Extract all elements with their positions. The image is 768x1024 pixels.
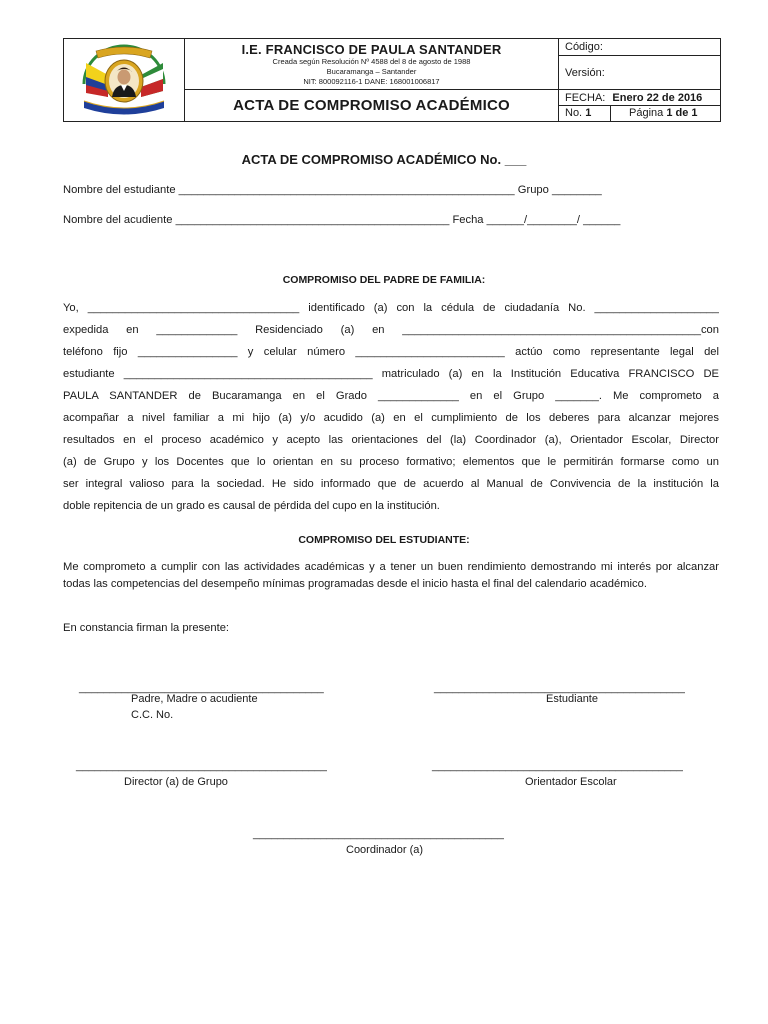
pagina-cell bbox=[611, 106, 720, 121]
no-cell bbox=[559, 106, 611, 121]
school-nit-dane: NIT: 800092116-1 DANE: 168001006817 bbox=[303, 77, 440, 86]
school-resolution: Creada según Resolución Nº 4588 del 8 de agosto de 1988 bbox=[272, 57, 471, 66]
student-name-field[interactable]: Nombre del estudiante ______________________________________________________ Grupo ________ bbox=[63, 184, 602, 196]
version-cell bbox=[559, 56, 720, 90]
school-name: I.E. FRANCISCO DE PAULA SANTANDER bbox=[241, 42, 502, 57]
guardian-name-field[interactable]: Nombre del acudiente ____________________________________________ Fecha ______/________/ ______ bbox=[63, 214, 621, 226]
parent-line: acompañar a nivel familiar a mi hijo (a) y/o acudido (a) en el cumplimiento de los deberes para alcanzar mejores bbox=[63, 412, 719, 424]
parent-signature-label: Padre, Madre o acudiente bbox=[131, 693, 258, 705]
parent-section-heading: COMPROMISO DEL PADRE DE FAMILIA: bbox=[282, 274, 486, 286]
no-label: No. bbox=[565, 107, 583, 119]
parent-line: ser integral valioso para la sociedad. He sido informado que de acuerdo al Manual de Convivencia de la institución la bbox=[63, 478, 719, 490]
director-signature-line[interactable]: _________________________________________ bbox=[76, 760, 327, 772]
codigo-label: Código: bbox=[565, 41, 603, 53]
school-crest-logo bbox=[64, 39, 185, 121]
parent-line: resultados en el proceso académico y acepto las orientaciones del (la) Coordinador (a), Orientador Escolar, Director bbox=[63, 434, 719, 446]
fecha-value: Enero 22 de 2016 bbox=[612, 92, 703, 104]
pagina-label: Página bbox=[629, 107, 664, 119]
pagina-row bbox=[611, 106, 720, 121]
no-row bbox=[559, 106, 610, 121]
parent-cc-label: C.C. No. bbox=[131, 709, 174, 721]
orientador-signature-label: Orientador Escolar bbox=[525, 776, 617, 788]
parent-line: estudiante ________________________________________ matriculado (a) en la Institución Educativa FRANCISCO DE bbox=[63, 368, 719, 380]
parent-line: expedida en _____________ Residenciado (a) en ________________________________________________con bbox=[63, 324, 719, 336]
parent-line: (a) de Grupo y los Docentes que lo orientan en su proceso formativo; elementos que le permitirán formarse como un bbox=[63, 456, 719, 468]
fecha-row bbox=[559, 90, 720, 106]
parent-commitment-paragraph bbox=[63, 297, 719, 517]
coordinador-signature-label: Coordinador (a) bbox=[346, 844, 424, 856]
student-commitment-paragraph: Me comprometo a cumplir con las actividades académicas y a tener un buen rendimiento demostrando mi interés por alcanzar todas las competencias del desempeño mínimas programadas desde el inicio hasta el final del calendario académico. bbox=[63, 561, 719, 590]
document-header bbox=[63, 38, 721, 122]
parent-signature-line[interactable]: ________________________________________ bbox=[79, 682, 324, 694]
fecha-cell bbox=[559, 90, 720, 106]
student-section-heading: COMPROMISO DEL ESTUDIANTE: bbox=[298, 534, 470, 546]
pagina-value: 1 de 1 bbox=[666, 107, 698, 119]
codigo-cell bbox=[559, 39, 720, 56]
orientador-signature-line[interactable]: _________________________________________ bbox=[432, 760, 683, 772]
parent-line: doble repitencia de un grado es causal de pérdida del cupo en la institución. bbox=[63, 500, 440, 512]
student-signature-label: Estudiante bbox=[546, 693, 598, 705]
logo-cell bbox=[64, 39, 185, 121]
parent-line: teléfono fijo ________________ y celular número ________________________ actúo como representante legal del bbox=[63, 346, 719, 358]
version-label: Versión: bbox=[565, 67, 605, 79]
student-signature-line[interactable]: _________________________________________ bbox=[434, 682, 685, 694]
doc-title: ACTA DE COMPROMISO ACADÉMICO bbox=[233, 97, 510, 114]
acta-title: ACTA DE COMPROMISO ACADÉMICO No. ___ bbox=[241, 152, 527, 167]
fecha-label: FECHA: bbox=[565, 92, 606, 104]
parent-line: PAULA SANTANDER de Bucaramanga en el Grado _____________ en el Grupo _______. Me comprometo a bbox=[63, 390, 719, 402]
director-signature-label: Director (a) de Grupo bbox=[124, 776, 228, 788]
no-value: 1 bbox=[585, 107, 592, 119]
school-info-cell bbox=[185, 39, 559, 90]
closing-statement: En constancia firman la presente: bbox=[63, 622, 230, 634]
school-city: Bucaramanga – Santander bbox=[326, 67, 417, 76]
coordinador-signature-line[interactable]: _________________________________________ bbox=[253, 828, 504, 840]
parent-line: Yo, __________________________________ identificado (a) con la cédula de ciudadanía No. ____________________ bbox=[63, 302, 719, 314]
doc-title-cell bbox=[185, 90, 559, 121]
